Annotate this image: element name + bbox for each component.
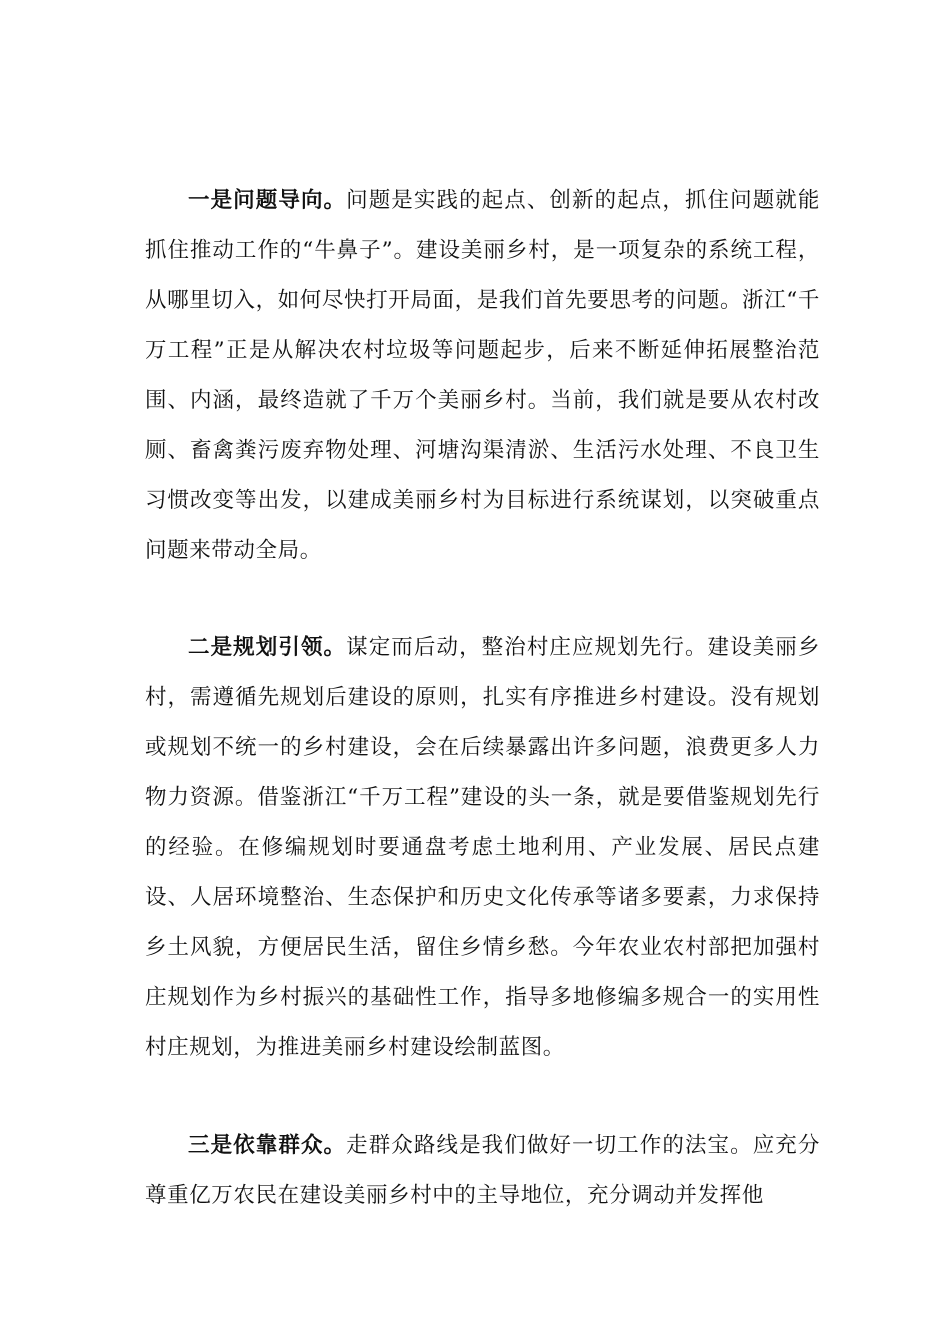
paragraph-body-text: 问题是实践的起点、创新的起点，抓住问题就能抓住推动工作的“牛鼻子”。建设美丽乡村，是一项复杂的系统工程，从哪里切入，如何尽快打开局面，是我们首先要思考的问题。浙江“千万工程”正是从解决农村垃圾等问题起步，后来不断延伸拓展整治范围、内涵，最终造就了千万个美丽乡村。当前，我们就是要从农村改厕、畜禽粪污废弃物处理、河塘沟渠清淤、生活污水处理、不良卫生习惯改变等出发，以建成美丽乡村为目标进行系统谋划，以突破重点问题来带动全局。 xyxy=(145,188,820,563)
paragraph-planning-guidance xyxy=(145,623,820,1073)
paragraph-rely-on-masses xyxy=(145,1121,820,1221)
paragraph-problem-orientation xyxy=(145,176,820,576)
paragraph-body-text: 谋定而后动，整治村庄应规划先行。建设美丽乡村，需遵循先规划后建设的原则，扎实有序推进乡村建设。没有规划或规划不统一的乡村建设，会在后续暴露出许多问题，浪费更多人力物力资源。借鉴浙江“千万工程”建设的头一条，就是要借鉴规划先行的经验。在修编规划时要通盘考虑土地利用、产业发展、居民点建设、人居环境整治、生态保护和历史文化传承等诸多要素，力求保持乡土风貌，方便居民生活，留住乡情乡愁。今年农业农村部把加强村庄规划作为乡村振兴的基础性工作，指导多地修编多规合一的实用性村庄规划，为推进美丽乡村建设绘制蓝图。 xyxy=(145,635,820,1060)
paragraph-body-text: 走群众路线是我们做好一切工作的法宝。应充分尊重亿万农民在建设美丽乡村中的主导地位，充分调动并发挥他 xyxy=(145,1133,820,1208)
paragraph-lead-heading: 二是规划引领。 xyxy=(188,635,347,660)
paragraph-lead-heading: 一是问题导向。 xyxy=(188,188,347,213)
paragraph-lead-heading: 三是依靠群众。 xyxy=(188,1133,347,1158)
